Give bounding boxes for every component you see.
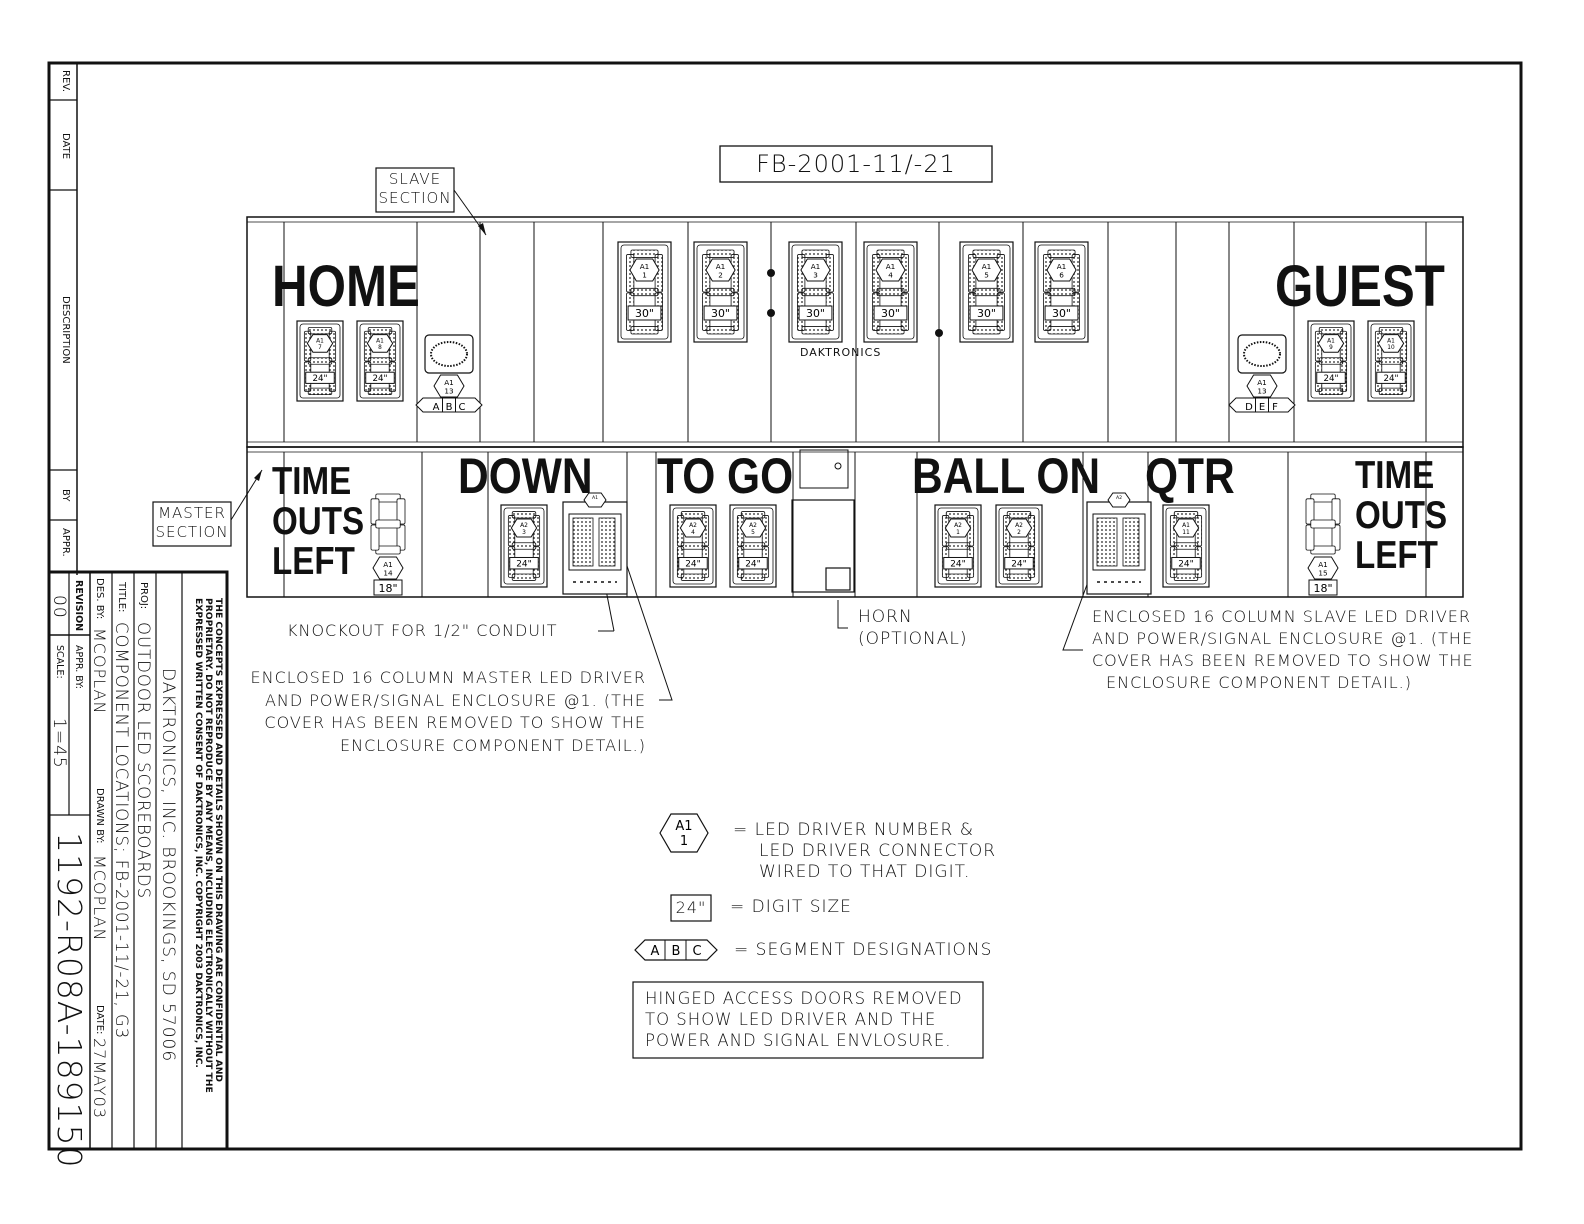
clock-digit-6-driver: A1 bbox=[1056, 262, 1067, 271]
clock-digit-2-driver: A1 bbox=[715, 262, 726, 271]
to-go-digit-1-size: 24" bbox=[685, 559, 701, 570]
clock-digit-2-size: 30" bbox=[711, 306, 730, 320]
master-section-label bbox=[153, 504, 231, 542]
clock-digit-4-driver: A1 bbox=[885, 262, 896, 271]
brand-caption: DAKTRONICS bbox=[800, 346, 882, 359]
home-score-digit-1-driver: A1 bbox=[316, 338, 324, 345]
master-driver-callout bbox=[228, 667, 646, 757]
home-possession-driver: A1 bbox=[444, 378, 454, 387]
down-digit-connector: 3 bbox=[522, 528, 526, 536]
clock-digit-3 bbox=[789, 242, 842, 342]
master-driver-line-4: ENCLOSURE COMPONENT DETAIL.) bbox=[340, 735, 646, 755]
legend-driver-symbol-top: A1 bbox=[675, 819, 693, 834]
clock-digit-1-driver: A1 bbox=[639, 262, 650, 271]
master-driver-line-3: COVER HAS BEEN REMOVED TO SHOW THE bbox=[264, 713, 646, 732]
knockout-callout: KNOCKOUT FOR 1/2" CONDUIT bbox=[287, 621, 558, 640]
slave-driver-line-4: ENCLOSURE COMPONENT DETAIL.) bbox=[1106, 673, 1412, 692]
down-caption: DOWN bbox=[458, 448, 593, 504]
clock-digit-1 bbox=[618, 242, 671, 342]
to-go-digit-2-driver: A2 bbox=[749, 521, 757, 529]
guest-possession-segment-2: E bbox=[1258, 402, 1266, 413]
home-timeouts-digit-size: 18" bbox=[378, 582, 398, 595]
down-digit-driver: A2 bbox=[520, 521, 528, 529]
ball-on-caption: BALL ON bbox=[912, 448, 1101, 504]
ball-on-digit-1-driver: A2 bbox=[954, 521, 962, 529]
revision-value: 00 bbox=[49, 595, 69, 619]
slave-driver-line-2: AND POWER/SIGNAL ENCLOSURE @1. (THE bbox=[1092, 629, 1474, 648]
home-timeouts-line-2: OUTS bbox=[272, 500, 365, 543]
home-score-digit-2-driver: A1 bbox=[376, 338, 384, 345]
legend-driver-symbol bbox=[658, 812, 710, 854]
master-led-driver-enclosure-tag-driver: A1 bbox=[591, 496, 599, 501]
des-by-value: MCOPLAN bbox=[90, 628, 109, 715]
guest-caption: GUEST bbox=[1275, 254, 1445, 319]
clock-digit-4 bbox=[864, 242, 917, 342]
home-score-digit-1-connector: 7 bbox=[318, 345, 322, 352]
clock-digit-4-connector: 4 bbox=[888, 270, 893, 280]
legend-driver-line-1: = LED DRIVER NUMBER & bbox=[733, 820, 975, 840]
master-label-line-1: MASTER bbox=[158, 504, 226, 522]
guest-timeouts-digit-connector: 15 bbox=[1318, 568, 1328, 578]
horn-line-1: HORN bbox=[858, 607, 913, 627]
home-score-digit-1-size: 24" bbox=[312, 373, 328, 384]
guest-timeouts-digit-driver: A1 bbox=[1318, 560, 1328, 569]
home-timeouts-line-1: TIME bbox=[272, 460, 352, 503]
clock-digit-5-driver: A1 bbox=[981, 262, 992, 271]
down-digit-size: 24" bbox=[516, 559, 532, 570]
legend-driver-text bbox=[733, 820, 996, 883]
to-go-digit-2-connector: 5 bbox=[751, 528, 755, 536]
home-possession-segment-1: A bbox=[432, 402, 440, 413]
horn-callout bbox=[858, 606, 968, 650]
slave-section-label bbox=[376, 170, 454, 208]
guest-possession-segment-1: D bbox=[1245, 402, 1253, 413]
slave-led-driver-enclosure-tag-driver: A2 bbox=[1115, 496, 1123, 501]
guest-timeouts-line-2: OUTS bbox=[1355, 494, 1448, 537]
scale-label: SCALE: bbox=[54, 645, 65, 679]
ball-on-digit-1-size: 24" bbox=[950, 559, 966, 570]
guest-score-digit-1-driver: A1 bbox=[1327, 338, 1335, 345]
guest-score-digit-1-size: 24" bbox=[1323, 373, 1339, 384]
legend-driver-line-3: WIRED TO THAT DIGIT. bbox=[759, 862, 971, 882]
legend-note bbox=[645, 988, 963, 1051]
guest-score-digit-2-driver: A1 bbox=[1387, 338, 1395, 345]
qtr-digit bbox=[1163, 505, 1209, 587]
legend-driver-symbol-bottom: 1 bbox=[679, 834, 689, 849]
date-label: DATE bbox=[60, 133, 71, 160]
by-label: BY bbox=[60, 489, 71, 502]
company-name: DAKTRONICS, INC. BROOKINGS, SD 57006 bbox=[158, 668, 178, 1063]
date-label-tb: DATE: bbox=[94, 1005, 105, 1035]
ball-on-digit-2-driver: A2 bbox=[1015, 521, 1023, 529]
clock-digit-1-size: 30" bbox=[635, 306, 654, 320]
clock-digit-5-connector: 5 bbox=[984, 270, 989, 280]
guest-possession bbox=[1229, 375, 1295, 413]
master-label-line-2: SECTION bbox=[155, 523, 229, 541]
legend-note-line-2: TO SHOW LED DRIVER AND THE bbox=[645, 1010, 937, 1029]
guest-score-digit-2-connector: 10 bbox=[1387, 345, 1395, 352]
clock-digit-3-connector: 3 bbox=[813, 270, 818, 280]
clock-digit-3-size: 30" bbox=[806, 306, 825, 320]
slave-led-driver-enclosure bbox=[1087, 493, 1151, 594]
guest-timeouts-digit bbox=[1306, 494, 1340, 595]
guest-timeouts-line-3: LEFT bbox=[1355, 534, 1438, 577]
ball-on-digit-2-size: 24" bbox=[1011, 559, 1027, 570]
scale-value: 1=45 bbox=[49, 718, 69, 769]
title-label: TITLE: bbox=[116, 582, 127, 613]
slave-driver-callout bbox=[1092, 606, 1474, 694]
clock-digit-2-connector: 2 bbox=[718, 270, 723, 280]
to-go-digit-2 bbox=[730, 505, 776, 587]
confidential-notice bbox=[193, 598, 223, 1093]
master-driver-line-1: ENCLOSED 16 COLUMN MASTER LED DRIVER bbox=[250, 668, 646, 687]
revision-label: REVISION bbox=[73, 580, 84, 632]
proj-value: OUTDOOR LED SCOREBOARDS bbox=[134, 622, 153, 900]
slave-driver-line-3: COVER HAS BEEN REMOVED TO SHOW THE bbox=[1092, 651, 1474, 670]
guest-score-digit-2 bbox=[1368, 321, 1414, 401]
appr-label: APPR. bbox=[60, 528, 71, 557]
slave-label-line-1: SLAVE bbox=[388, 170, 442, 188]
model-label: FB-2001-11/-21 bbox=[756, 150, 956, 178]
qtr-digit-connector: 11 bbox=[1182, 528, 1190, 536]
home-possession bbox=[416, 375, 482, 413]
master-driver-line-2: AND POWER/SIGNAL ENCLOSURE @1. (THE bbox=[264, 690, 646, 710]
home-possession-segment-3: C bbox=[458, 402, 466, 413]
to-go-digit-1-driver: A2 bbox=[689, 521, 697, 529]
ball-on-digit-2 bbox=[996, 505, 1042, 587]
guest-timeouts-left-caption bbox=[1355, 456, 1447, 576]
to-go-caption: TO GO bbox=[657, 448, 794, 504]
home-timeouts-line-3: LEFT bbox=[272, 540, 355, 583]
ball-on-digit-2-connector: 2 bbox=[1017, 528, 1021, 536]
legend-note-line-1: HINGED ACCESS DOORS REMOVED bbox=[645, 989, 963, 1008]
home-timeouts-left-caption bbox=[272, 462, 364, 582]
home-score-digit-2-size: 24" bbox=[372, 373, 388, 384]
home-possession-connector: 13 bbox=[444, 386, 454, 396]
home-timeouts-digit-driver: A1 bbox=[383, 560, 393, 569]
qtr-caption: QTR bbox=[1145, 448, 1235, 504]
to-go-digit-1-connector: 4 bbox=[691, 528, 695, 536]
clock-digit-6 bbox=[1035, 242, 1088, 342]
legend-note-line-3: POWER AND SIGNAL ENVLOSURE. bbox=[645, 1031, 952, 1050]
guest-score-digit-2-size: 24" bbox=[1383, 373, 1399, 384]
ball-on-digit-1 bbox=[935, 505, 981, 587]
home-possession-segment-2: B bbox=[445, 402, 453, 413]
appr-by-label: APPR. BY: bbox=[73, 645, 84, 689]
home-timeouts-digit-connector: 14 bbox=[383, 568, 393, 578]
ball-on-digit-1-connector: 1 bbox=[956, 528, 960, 536]
clock-digit-5-size: 30" bbox=[977, 306, 996, 320]
drawn-by-value: MCOPLAN bbox=[90, 855, 109, 942]
drawing-number: 1192-R08A-189150 bbox=[50, 832, 89, 1169]
slave-driver-line-1: ENCLOSED 16 COLUMN SLAVE LED DRIVER bbox=[1092, 607, 1472, 626]
clock-digit-4-size: 30" bbox=[881, 306, 900, 320]
clock-digit-5 bbox=[960, 242, 1013, 342]
to-go-digit-1 bbox=[670, 505, 716, 587]
guest-possession-driver: A1 bbox=[1257, 378, 1267, 387]
clock-digit-2 bbox=[694, 242, 747, 342]
guest-score-digit-1-connector: 9 bbox=[1329, 345, 1333, 352]
slave-label-line-2: SECTION bbox=[378, 189, 452, 207]
clock-digit-3-driver: A1 bbox=[810, 262, 821, 271]
clock-digit-1-connector: 1 bbox=[642, 270, 647, 280]
legend-segment-symbol bbox=[633, 938, 719, 962]
home-score-digit-2 bbox=[357, 321, 403, 401]
confidential-line-2: PROPRIETARY. DO NOT REPRODUCE BY ANY MEANS, INCLUDING ELECTRONICALLY WITHOUT THE bbox=[203, 598, 214, 1093]
home-caption: HOME bbox=[272, 254, 420, 319]
title-value: COMPONENT LOCATIONS; FB-2001-11/-21, G3 bbox=[112, 622, 131, 1040]
horn-line-2: (OPTIONAL) bbox=[858, 629, 968, 649]
des-by-label: DES. BY: bbox=[94, 578, 105, 620]
qtr-digit-driver: A1 bbox=[1182, 521, 1190, 529]
legend-size-symbol: 24" bbox=[675, 898, 707, 917]
home-timeouts-digit bbox=[371, 494, 405, 595]
confidential-line-3: EXPRESSED WRITTEN CONSENT OF DAKTRONICS, INC. COPYRIGHT 2003 DAKTRONICS, INC. bbox=[193, 598, 204, 1068]
home-score-digit-2-connector: 8 bbox=[378, 345, 382, 352]
guest-timeouts-digit-size: 18" bbox=[1313, 582, 1333, 595]
guest-score-digit-1 bbox=[1308, 321, 1354, 401]
confidential-line-1: THE CONCEPTS EXPRESSED AND DETAILS SHOWN ON THIS DRAWING ARE CONFIDENTIAL AND bbox=[213, 598, 224, 1083]
description-label: DESCRIPTION bbox=[60, 296, 71, 364]
legend-segment-text: = SEGMENT DESIGNATIONS bbox=[734, 940, 993, 960]
down-digit bbox=[501, 505, 547, 587]
rev-label: REV. bbox=[60, 70, 71, 92]
date-value: 27MAY03 bbox=[90, 1038, 109, 1119]
guest-possession-connector: 13 bbox=[1257, 386, 1267, 396]
legend-segment-b: B bbox=[671, 944, 681, 959]
legend-segment-c: C bbox=[692, 944, 702, 959]
clock-digit-6-connector: 6 bbox=[1059, 270, 1064, 280]
clock-digit-6-size: 30" bbox=[1052, 306, 1071, 320]
legend-driver-line-2: LED DRIVER CONNECTOR bbox=[759, 841, 997, 861]
legend-size-text: = DIGIT SIZE bbox=[730, 897, 852, 917]
home-score-digit-1 bbox=[297, 321, 343, 401]
proj-label: PROJ: bbox=[138, 582, 149, 610]
guest-timeouts-line-1: TIME bbox=[1355, 454, 1435, 497]
qtr-digit-size: 24" bbox=[1178, 559, 1194, 570]
master-led-driver-enclosure bbox=[563, 493, 627, 594]
legend-segment-a: A bbox=[650, 944, 660, 959]
guest-possession-segment-3: F bbox=[1272, 402, 1278, 413]
drawn-by-label: DRAWN BY: bbox=[94, 788, 105, 844]
to-go-digit-2-size: 24" bbox=[745, 559, 761, 570]
